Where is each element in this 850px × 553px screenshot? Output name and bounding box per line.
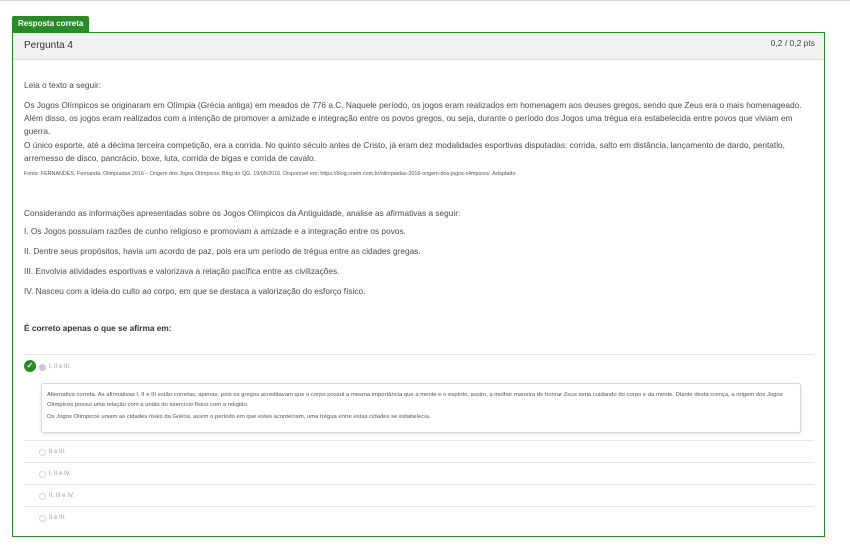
answer-feedback: [41, 383, 801, 433]
radio-button[interactable]: [39, 493, 46, 500]
feedback-explanation: Alternativa correta. As afirmativas I, II e III estão corretas, apenas, pois os gregos acreditavam que o corpo possui a mesma importância que a mente e o espírito, assim, a melhor maneira de honrar Zeus seria cuidando do corpo e da mente. Diante desta crença, a origem dos Jogos Olímpicos possui uma relação com a união do exercício físico com a religião.: [47, 392, 783, 408]
statement-3: III. Envolvia atividades esportivas e valorizava a relação pacífica entre as civilizações.: [24, 266, 340, 276]
passage-source: Fonte: FERNANDES, Fernanda. Olimpíadas 2016 – Origem dos Jogos Olímpicos. Blog do QG. 19/05/2016. Disponível em: https://blog.cnem.com.br/olimpiadas-2016-origem-dos-jogos-olimpicos/. Adaptado.: [24, 171, 517, 177]
option-divider: [24, 440, 814, 441]
passage-paragraph-2: O único esporte, até a décima terceira competição, era a corrida. No quinto século antes de Cristo, já eram dez modalidades esportivas disputadas: corrida, salto em distância, lançamento de dardo, pentatlo, arremesso de disco, pancrácio, boxe, luta, corrida de bigas e corrida de cavalo.: [24, 140, 785, 163]
radio-button[interactable]: [39, 471, 46, 478]
question-header: [13, 33, 824, 60]
statement-4: IV. Nasceu com a ideia do culto ao corpo, em que se destaca a valorização do esforço físico.: [24, 286, 366, 296]
feedback-note: Os Jogos Olímpicos uniam as cidades rivais da Grécia, assim o período em que estes aconteciam, uma trégua entre estas cidades se estabelecia.: [47, 414, 431, 420]
option-label: I, II e III.: [49, 364, 71, 370]
question-title: Pergunta 4: [24, 40, 73, 51]
top-divider: [0, 0, 850, 1]
option-divider: [24, 354, 814, 355]
question-ask: É correto apenas o que se afirma em:: [24, 323, 172, 333]
statements-prompt: Considerando as informações apresentadas sobre os Jogos Olímpicos da Antiguidade, analise as afirmativas a seguir:: [24, 208, 461, 218]
option-divider: [24, 484, 814, 485]
question-score: 0,2 / 0,2 pts: [770, 38, 815, 48]
option-label: II, III e IV.: [49, 493, 75, 499]
intro-text: Leia o texto a seguir:: [24, 80, 102, 90]
question-card: [12, 32, 825, 537]
option-label: II e III.: [49, 449, 66, 455]
check-circle-icon: ✓: [24, 360, 36, 372]
option-divider: [24, 462, 814, 463]
option-divider: [24, 506, 814, 507]
radio-button[interactable]: [39, 449, 46, 456]
radio-button[interactable]: [39, 364, 46, 371]
statement-2: II. Dentre seus propósitos, havia um acordo de paz, pois era um período de trégua entre as cidades gregas.: [24, 246, 421, 256]
radio-button[interactable]: [39, 515, 46, 522]
status-badge: Resposta correta: [12, 16, 89, 32]
option-label: I, II e IV.: [49, 471, 71, 477]
statement-1: I. Os Jogos possuíam razões de cunho religioso e promoviam a amizade e a integração entre os povos.: [24, 226, 406, 236]
passage-paragraph-1: Os Jogos Olímpicos se originaram em Olímpia (Grécia antiga) em meados de 776 a.C. Naquele período, os jogos eram realizados em homenagem aos deuses gregos, sendo que Zeus era o mais homenageado. Além disso, os jogos eram realizados com a intenção de promover a amizade e integração entre os povos gregos, ou seja, durante o período dos Jogos uma trégua era estabelecida entre povos que viviam em guerra.: [24, 100, 802, 136]
option-label: II e III.: [49, 515, 66, 521]
